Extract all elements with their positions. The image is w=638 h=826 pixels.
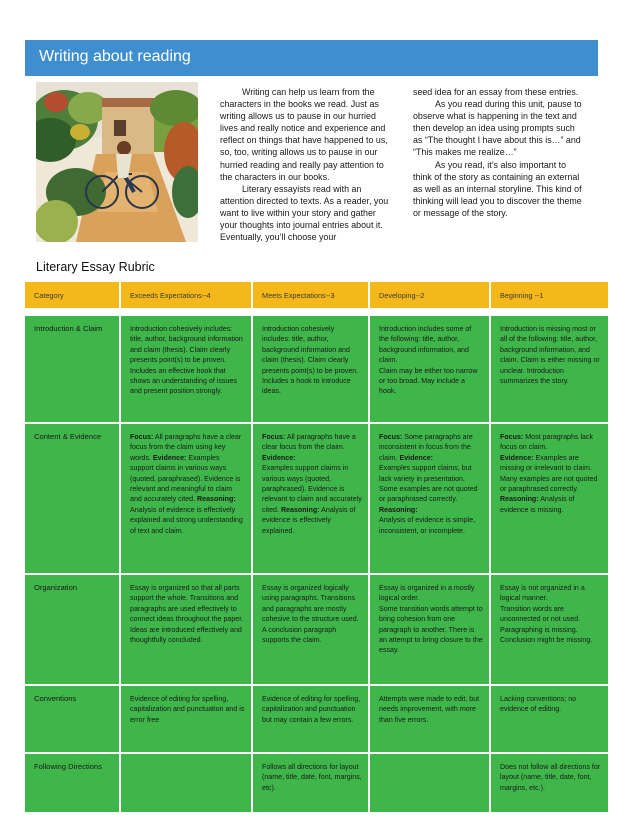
criterion-text: Essay is organized logically using paragraphs. Transitions and paragraphs are mostly cohesive to the structure used. A conclusion paragraph supports the claim. [262,584,359,645]
criterion-text: Analysis of evidence is effectively explained and strong understanding of text and claim. [130,505,243,535]
criterion-label: Reasoning: [197,495,236,504]
criterion-text: Analysis of evidence is missing. [500,495,575,514]
criterion-label: Focus: [130,433,154,441]
rubric-cell [491,575,608,684]
header-cell: Beginning --1 [491,282,608,308]
intro-paragraph: Writing can help us learn from the characters in the books we read. Just as writing allows us to pause in our hurried lives and really notice and experience and reflect on things that have happened to us, so, too, writing allows us to pause in our hurried reading and really pay attention to the characters in our books. [220,87,388,182]
criterion-text: Examples are missing or irrelevant to claim. Many examples are not quoted or paraphrased correctly. [500,453,598,494]
criterion-text: Transition words are unconnected or not used. Paragraphing is missing. Conclusion might be missing. [500,604,593,645]
header-cell: Exceeds Expectations--4 [121,282,251,308]
rubric-cell [253,686,368,752]
header-cell: Category [25,282,119,308]
rubric-cell [370,424,489,573]
header-cell: Meets Expectations--3 [253,282,368,308]
criterion-text: Introduction includes some of the following: title, author, background information, and claim. [379,325,472,365]
rubric-cell [253,424,368,573]
rubric-cell [253,575,368,684]
criterion-label: Evidence: [399,453,434,462]
criterion-text: Examples support claims in various ways (quoted, paraphrased). Evidence is relevant and meaningful to claim and accurately cited. [130,453,241,504]
criterion-label: Evidence: [152,453,187,462]
rubric-cell [370,575,489,684]
rubric-cell [121,424,251,573]
criterion-label: Focus: [262,433,286,441]
rubric-cell [370,316,489,422]
rubric-cell [121,575,251,684]
intro-column-1 [220,86,392,243]
rubric-cell [491,424,608,573]
criterion-label: Focus: [379,433,403,441]
intro-paragraph: As you read during this unit, pause to observe what is happening in the text and then develop an idea using prompts such as “The thought I have about this is…” and “This makes me realize…” [413,99,582,158]
category-cell: Following Directions [25,754,119,812]
rubric-cell [253,754,368,812]
criterion-text: Essay is organized so that all parts support the whole. Transitions and paragraphs are used effectively to connect ideas throughout the paper. Ideas are introduced effectively and thoughtfully concluded. [130,584,244,645]
criterion-label: Evidence: [262,453,296,462]
header-cell: Developing--2 [370,282,489,308]
criterion-label: Evidence: [500,453,534,462]
rubric-cell [491,316,608,422]
intro-paragraph: Literary essayists read with an attention directed to texts. As a reader, you want to live within your story and gather your thoughts into journal entries about it. Eventually, you’ll choose your [220,183,389,243]
criterion-text: Examples support claims in various ways (quoted, paraphrased). Evidence is relevant to claim and accurately cited. [262,464,362,514]
criterion-label: Reasoning: [280,505,320,514]
criterion-text: Does not follow all directions for layout (name, title, date, font, margins, etc.). [500,763,601,792]
category-cell: Content & Evidence [25,424,119,573]
criterion-text: Essay is not organized in a logical manner. [500,584,585,603]
criterion-text: Claim may be either too narrow or too broad. May include a hook. [379,366,478,396]
title-banner [25,40,598,76]
criterion-text: Lacking conventions; no evidence of editing. [500,695,577,714]
rubric-cell [491,686,608,752]
rubric-cell [370,686,489,752]
criterion-label: Reasoning: [500,495,539,504]
criterion-text: Some paragraphs are inconsistent in focus from the claim. [379,433,473,462]
criterion-text: All paragraphs have a clear focus from the claim. [262,433,356,452]
rubric-cell [121,316,251,422]
criterion-text: Follows all directions for layout (name, title, date, font, margins, etc). [262,763,362,792]
criterion-text: Evidence of editing for spelling, capitalization and punctuation but may contain a few errors. [262,695,361,724]
criterion-text: All paragraphs have a clear focus from the claim using key words. [130,433,242,462]
criterion-text: Introduction cohesively includes: title, author, background information and claim (thesis). Claim clearly presents point(s) to be proven. Includes a hook to introduce ideas. [262,325,359,396]
criterion-text: Most paragraphs lack focus on claim. [500,433,594,452]
intro-paragraph: seed idea for an essay from these entries. [413,87,579,97]
rubric-title: Literary Essay Rubric [36,260,155,274]
criterion-text: Essay is organized in a mostly logical order. [379,584,475,603]
criterion-text: Analysis of evidence is effectively explained. [262,505,356,535]
page-title: Writing about reading [39,48,191,65]
criterion-text: Attempts were made to edit, but needs improvement, with more than five errors. [379,695,480,724]
criterion-text: Introduction cohesively includes: title, author, background information and claim (thesis). Claim clearly presents point(s) to be proven. Includes an effective hook that shows an understanding of issues and present position strongly. [130,325,243,396]
criterion-label: Reasoning: [379,505,418,514]
illustration-image [36,82,198,242]
intro-paragraph: As you read, it’s also important to think of the story as containing an external as well as an internal storyline. This kind of thinking will lead you to discover the theme or message of the story. [413,159,582,218]
criterion-text: Evidence of editing for spelling, capitalization and punctuation and is error free [130,695,245,724]
criterion-text: Examples support claims, but lack variety in presentation. Some examples are not quoted or paraphrased correctly. [379,464,478,504]
criterion-label: Focus: [500,433,524,441]
criterion-text: Some transition words attempt to bring cohesion from one paragraph to another. There is an attempt to bring closure to the essay. [379,604,483,655]
rubric-cell [253,316,368,422]
criterion-text: Introduction is missing most or all of the following: title, author, background information, and claim. Claim is either missing or unclear. Introduction summarizes the story. [500,325,600,386]
painting-illustration [36,82,198,242]
rubric-table [25,282,608,812]
rubric-cell [121,754,251,812]
rubric-cell [491,754,608,812]
rubric-cell [121,686,251,752]
intro-column-2 [413,86,585,219]
criterion-text: Analysis of evidence is simple, inconsistent, or incomplete. [379,516,476,535]
category-cell: Introduction & Claim [25,316,119,422]
rubric-cell [370,754,489,812]
category-cell: Conventions [25,686,119,752]
category-cell: Organization [25,575,119,684]
